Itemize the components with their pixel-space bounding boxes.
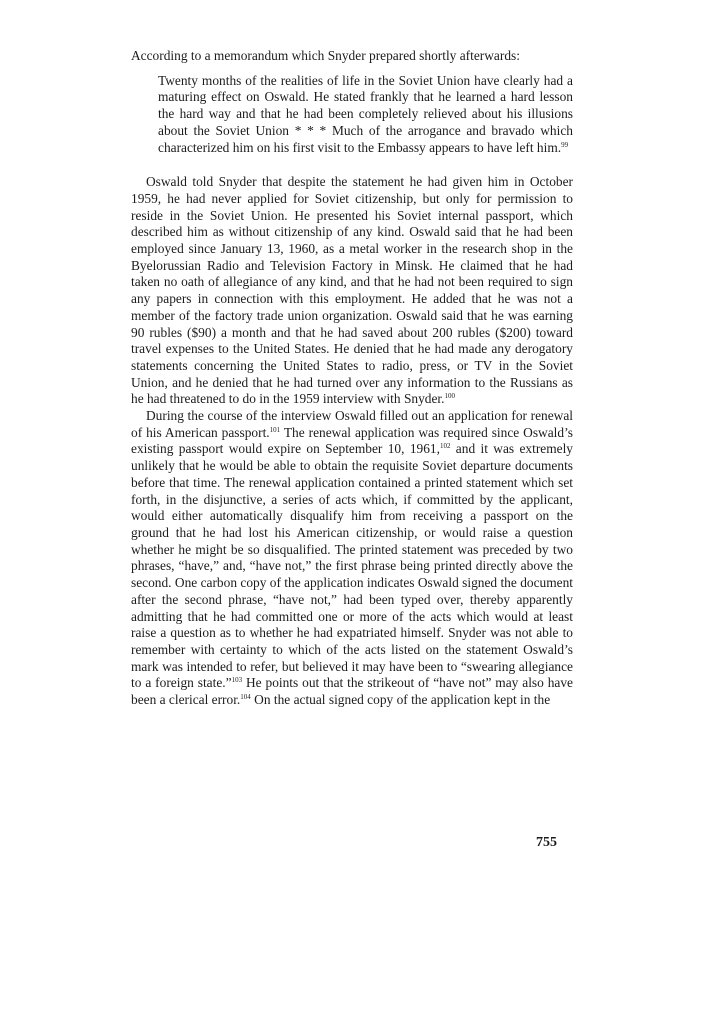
body-paragraph-2-text-2: The renewal application was required since Oswald’s existing passport would expire on September 10, 1961, bbox=[131, 424, 574, 457]
body-paragraph-2-text-1: During the course of the interview Oswald filled out an application for renewal of his American passport. bbox=[131, 408, 573, 440]
footnote-ref-101: 101 bbox=[269, 425, 281, 434]
block-quote bbox=[158, 73, 573, 157]
page-number: 755 bbox=[536, 835, 557, 850]
page-body bbox=[131, 48, 573, 709]
body-paragraph-2 bbox=[131, 408, 573, 709]
body-paragraph-2-text-3: and it was extremely unlikely that he would be able to obtain the requisite Soviet departure documents before that time. The renewal application contained a printed statement which set forth, in the disjunctive, a series of acts which, if committed by the applicant, would either automatically disqualify him from receiving a passport on the ground that he had lost his American citizenship, or would raise a question whether he might be so disqualified. The printed statement was preceded by two phrases, “have,” and, “have not,” the first phrase being printed directly above the second. One carbon copy of the application indicates Oswald signed the document after the second phrase, “have not,” had been typed over, thereby apparently admitting that he had committed one or more of the acts which would at least raise a question as to whether he had expatriated himself. Snyder was not able to remember with certainty to which of the acts listed on the statement Oswald’s mark was intended to refer, but believed it may have been to “swearing allegiance to a foreign state.” bbox=[131, 441, 573, 691]
body-paragraph-2-text-4: He points out that the strikeout of “have not” may also have been a clerical error. bbox=[131, 675, 574, 708]
body-paragraph-1 bbox=[131, 174, 573, 408]
block-quote-text: Twenty months of the realities of life in the Soviet Union have clearly had a maturing effect on Oswald. He stated frankly that he learned a hard lesson the hard way and that he had been completely relieved about his illusions about the Soviet Union * * * Much of the arrogance and bravado which characterized him on his first visit to the Embassy appears to have left him. bbox=[158, 72, 573, 155]
footnote-ref-99: 99 bbox=[561, 140, 569, 149]
body-paragraph-2-text-5: On the actual signed copy of the application kept in the bbox=[250, 692, 551, 708]
footnote-ref-104: 104 bbox=[240, 693, 251, 702]
footnote-ref-102: 102 bbox=[439, 442, 451, 451]
footnote-ref-100: 100 bbox=[444, 392, 455, 401]
intro-paragraph: According to a memorandum which Snyder prepared shortly afterwards: bbox=[131, 48, 520, 63]
body-paragraph-1-text: Oswald told Snyder that despite the statement he had given him in October 1959, he had never applied for Soviet citizenship, but only for permission to reside in the Soviet Union. He presented his Soviet internal passport, which described him as without citizenship of any kind. Oswald said that he had been employed since January 13, 1960, as a metal worker in the research shop in the Byelorussian Radio and Television Factory in Minsk. He claimed that he had taken no oath of allegiance of any kind, and that he had not been required to sign any papers in connection with this employment. He added that he was not a member of the factory trade union organization. Oswald said that he was earning 90 rubles ($90) a month and that he had saved about 200 rubles ($200) toward travel expenses to the United States. He denied that he had made any derogatory statements concerning the United States to radio, press, or TV in the Soviet Union, and he denied that he had turned over any information to the Russians as he had threatened to do in the 1959 interview with Snyder. bbox=[131, 174, 573, 407]
footnote-ref-103: 103 bbox=[231, 676, 243, 685]
